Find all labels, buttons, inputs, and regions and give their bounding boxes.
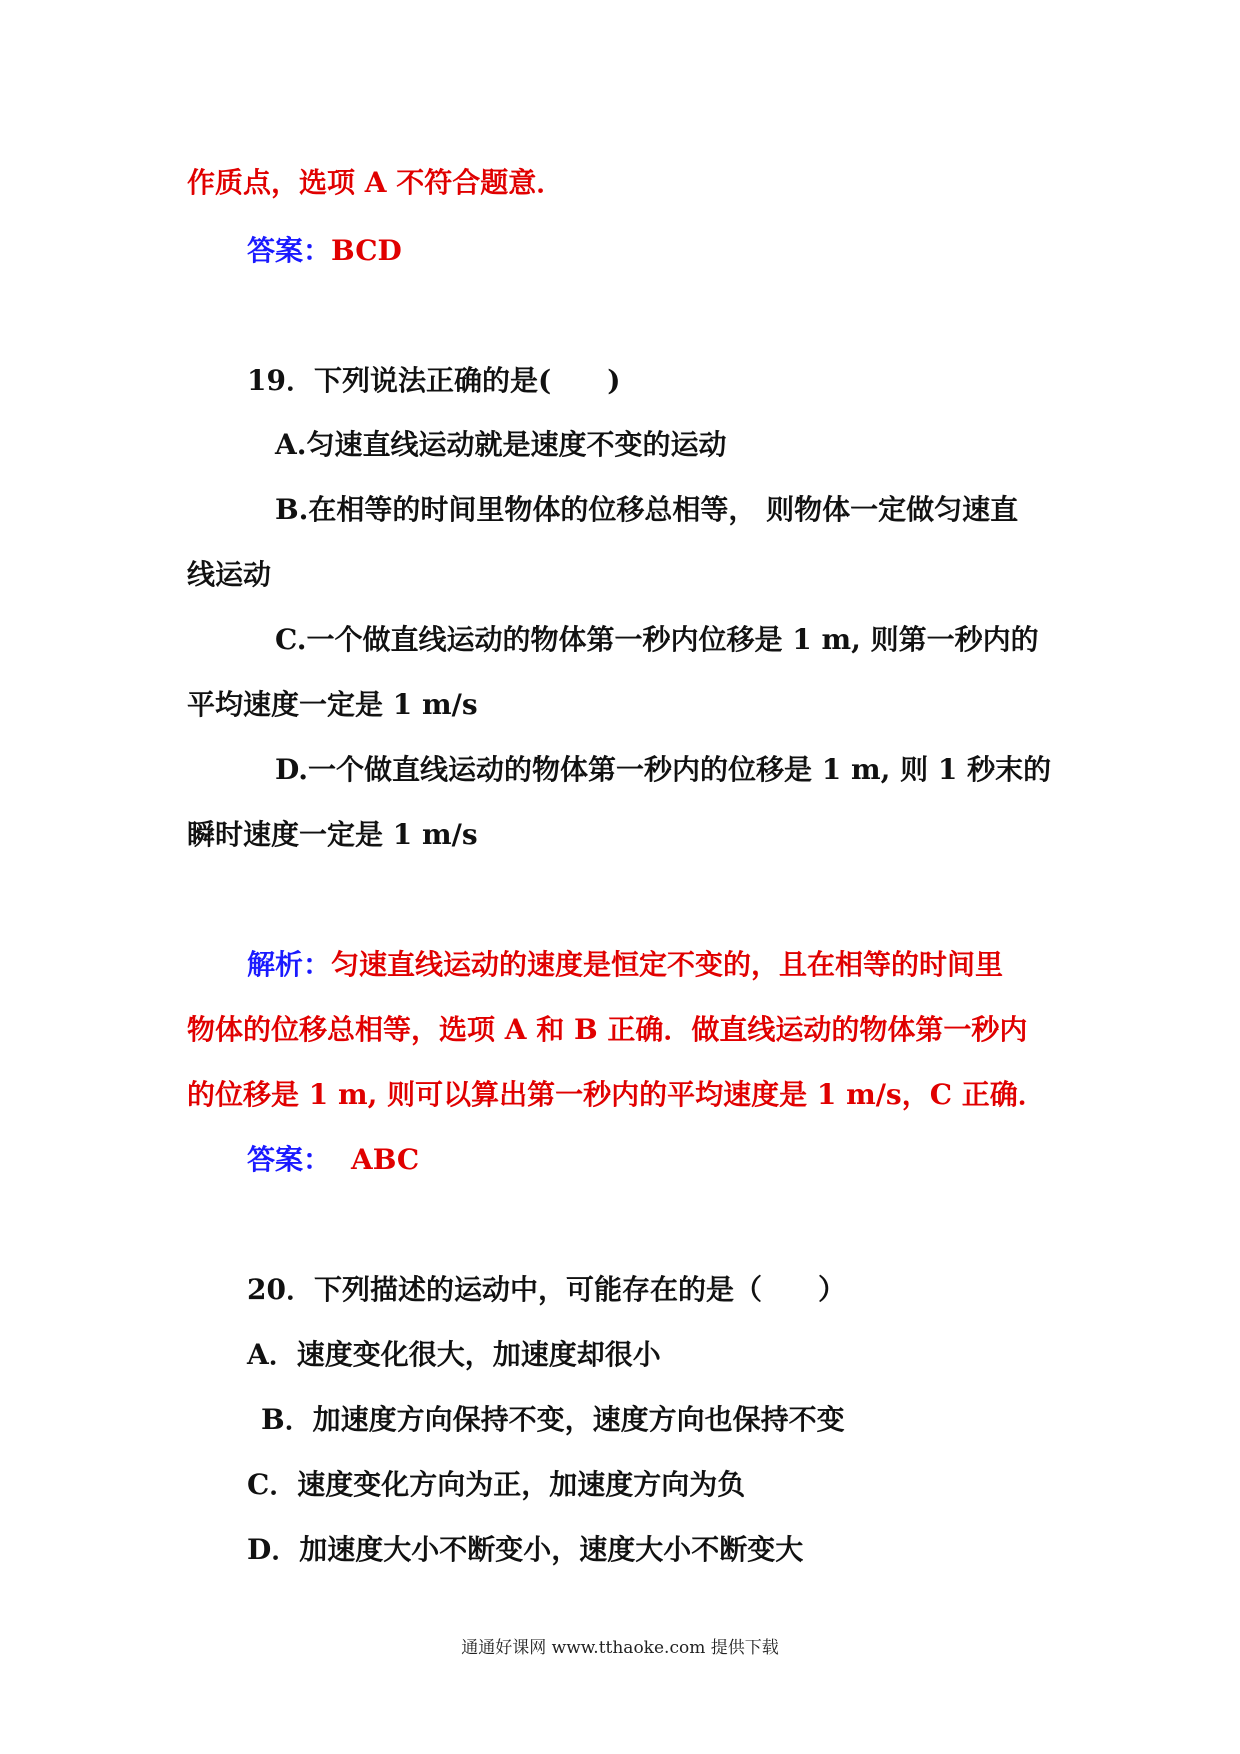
- q19-option-b-line2: 线运动: [187, 558, 272, 591]
- answer-label: 答案：: [247, 1143, 332, 1176]
- q20-option-d: D．加速度大小不断变小，速度大小不断变大: [247, 1533, 804, 1566]
- answer-label: 答案：: [247, 234, 332, 267]
- analysis-text: 匀速直线运动的速度是恒定不变的，且在相等的时间里: [331, 948, 1004, 981]
- q19-stem: 19．下列说法正确的是( ): [247, 364, 621, 397]
- answer-value: BCD: [331, 234, 402, 267]
- q20-option-b: B．加速度方向保持不变，速度方向也保持不变: [261, 1403, 845, 1436]
- answer-value: ABC: [351, 1143, 420, 1176]
- q19-analysis-line3: 的位移是 1 m, 则可以算出第一秒内的平均速度是 1 m/s，C 正确．: [187, 1078, 1046, 1111]
- q19-analysis-line2: 物体的位移总相等，选项 A 和 B 正确．做直线运动的物体第一秒内: [187, 1013, 1028, 1046]
- q19-option-c-line1: C.一个做直线运动的物体第一秒内位移是 1 m, 则第一秒内的: [275, 623, 1039, 656]
- q20-stem: 20．下列描述的运动中，可能存在的是（ ）: [247, 1273, 846, 1306]
- q19-option-a: A.匀速直线运动就是速度不变的运动: [275, 428, 727, 461]
- q19-answer: [247, 1140, 419, 1180]
- prev-answer: [247, 231, 402, 271]
- q19-option-b-line1: B.在相等的时间里物体的位移总相等， 则物体一定做匀速直: [275, 493, 1019, 526]
- q19-option-c-line2: 平均速度一定是 1 m/s: [187, 688, 478, 721]
- page-footer: 通通好课网 www.tthaoke.com 提供下载: [461, 1638, 779, 1658]
- q19-analysis-line1: [247, 945, 1003, 985]
- analysis-label: 解析：: [247, 948, 332, 981]
- q19-option-d-line1: D.一个做直线运动的物体第一秒内的位移是 1 m, 则 1 秒末的: [275, 753, 1052, 786]
- q19-option-d-line2: 瞬时速度一定是 1 m/s: [187, 818, 478, 851]
- q20-option-c: C．速度变化方向为正，加速度方向为负: [247, 1468, 746, 1501]
- q20-option-a: A．速度变化很大，加速度却很小: [247, 1338, 661, 1371]
- prev-explanation-tail: 作质点，选项 A 不符合题意．: [187, 166, 565, 199]
